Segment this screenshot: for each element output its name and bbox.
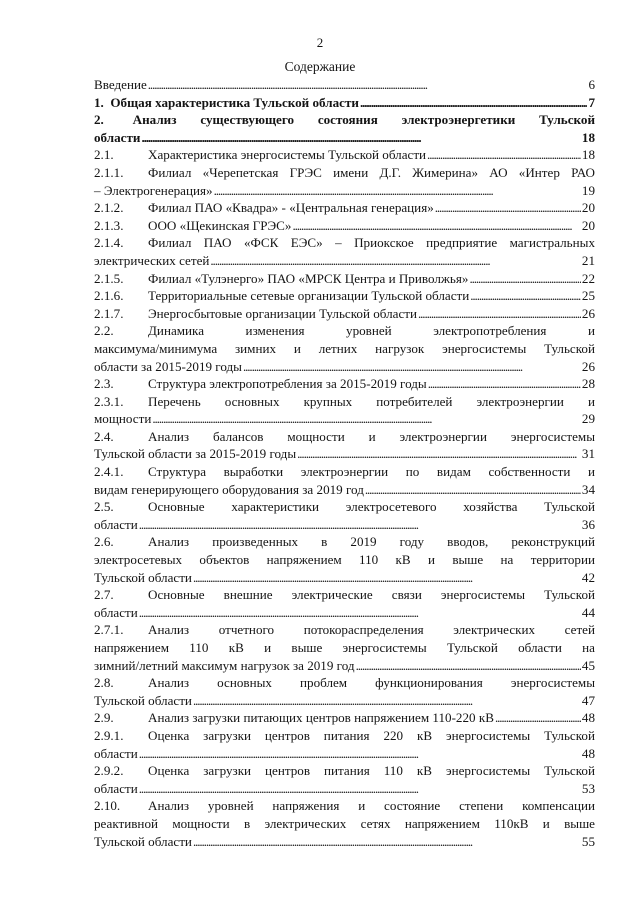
toc-entry-text: Анализ основных проблем функционирования энергосистемы [148, 675, 595, 691]
toc-entry-continuation: Тульской области за 2015-2019 годы [94, 446, 297, 462]
toc-entry-text: Перечень основных крупных потребителей электроэнергии и [148, 393, 595, 409]
toc-entry-last-line [94, 657, 595, 675]
toc-entry-2-1-7[interactable] [94, 305, 595, 323]
toc-entry-line [94, 674, 595, 692]
toc-entry-2-10[interactable] [94, 797, 595, 850]
toc-entry-page: 48 [581, 710, 595, 726]
toc-entry-continuation: области [94, 604, 138, 620]
toc-entry-title [94, 709, 494, 727]
toc-entry-last-line [94, 745, 595, 763]
toc-entry-text: Анализ отчетного потокораспределения электрических сетей [148, 622, 595, 638]
toc-entry-text: Анализ существующего состояния электроэнергетики Тульской [132, 112, 595, 128]
dot-leader [148, 76, 588, 94]
toc-entry-number: 2.10. [94, 798, 121, 814]
toc-entry-continuation: электрических сетей [94, 252, 210, 268]
toc-entry-line [94, 797, 595, 815]
dot-leader [139, 604, 581, 622]
toc-entry-last-line [94, 445, 595, 463]
toc-entry-page: 29 [581, 411, 595, 427]
toc-entry-2-8[interactable] [94, 674, 595, 709]
toc-entry-2-5[interactable] [94, 498, 595, 533]
toc-entry-line [94, 393, 595, 411]
dot-leader [139, 516, 581, 534]
toc-entry-text: ООО «Щекинская ГРЭС» [148, 217, 292, 233]
toc-entry-number: 2. [94, 112, 104, 128]
dot-leader [139, 780, 581, 798]
toc-entry-text: Анализ уровней напряжения и состояние степени компенсации [148, 798, 595, 814]
toc-entry-last-line [94, 129, 595, 147]
dot-leader [356, 657, 581, 675]
toc-entry-number: 2.1.1. [94, 164, 124, 180]
toc-entry-title [94, 270, 468, 288]
toc-entry-number: 2.7. [94, 587, 114, 603]
dot-leader [435, 199, 581, 217]
toc-entry-page: 36 [581, 516, 595, 532]
toc-entry-2-2[interactable] [94, 322, 595, 375]
dot-leader [418, 305, 581, 323]
toc-entry-continuation: Тульской области [94, 833, 192, 849]
toc-entry-2-9-1[interactable] [94, 727, 595, 762]
toc-entry-page: 34 [581, 481, 595, 497]
dot-leader [427, 146, 581, 164]
toc-entry-2-1-3[interactable] [94, 217, 595, 235]
toc-entry-2-9[interactable] [94, 709, 595, 727]
toc-entry-text: Анализ балансов мощности и электроэнергии энергосистемы [148, 428, 595, 444]
toc-entry-title [94, 94, 359, 112]
toc-entry-number: 2.7.1. [94, 622, 124, 638]
toc-entry-page: 26 [581, 305, 595, 321]
toc-entry-page: 6 [588, 77, 595, 92]
toc-entry-number: 2.9.1. [94, 727, 124, 743]
toc-entry-title [94, 199, 434, 217]
toc-entry-2-7[interactable] [94, 586, 595, 621]
toc-entry-page: 47 [581, 692, 595, 708]
toc-entry-number: 2.1. [94, 147, 114, 163]
toc-entry-last-line [94, 481, 595, 499]
dot-leader [141, 129, 580, 147]
toc-entry-continuation: области [94, 745, 138, 761]
toc-entry-2-9-2[interactable] [94, 762, 595, 797]
toc-entry-text: Общая характеристика Тульской области [110, 94, 359, 110]
toc-entry-page: 28 [581, 376, 595, 392]
toc-entry-number: 2.1.6. [94, 288, 124, 304]
dot-leader [297, 445, 581, 463]
toc-entry-page: 45 [581, 657, 595, 673]
toc-entry-text: Структура электропотребления за 2015-2019 годы [148, 376, 427, 392]
toc-entry-text: Оценка загрузки центров питания 110 кВ энергосистемы Тульской [148, 763, 595, 779]
toc-entry-title [94, 287, 469, 305]
toc-entry-line [94, 322, 595, 340]
toc-entry-number: 2.1.2. [94, 200, 124, 216]
toc-entry-2-1[interactable] [94, 146, 595, 164]
toc-entry-last-line [94, 780, 595, 798]
dot-leader [214, 182, 581, 200]
toc-entry-last-line [94, 358, 595, 376]
toc-entry-section-2[interactable] [94, 111, 595, 146]
toc-entry-number: 2.4. [94, 428, 114, 444]
toc-entry-line [94, 463, 595, 481]
toc-entry-number: 2.5. [94, 499, 114, 515]
toc-entry-title [94, 217, 291, 235]
toc-entry-2-1-2[interactable] [94, 199, 595, 217]
toc-entry-number: 2.8. [94, 675, 114, 691]
toc-entry-number: 2.2. [94, 323, 114, 339]
toc-entry-continuation: Тульской области [94, 569, 192, 585]
toc-entry-2-4-1[interactable] [94, 463, 595, 498]
toc-entry-page: 55 [581, 833, 595, 849]
toc-entry-line [94, 586, 595, 604]
toc-entry-title [94, 375, 427, 393]
dot-leader [470, 287, 581, 305]
toc-entry-2-3[interactable] [94, 375, 595, 393]
toc-entry-page: 42 [581, 569, 595, 585]
toc-entry-continuation: области [94, 129, 141, 145]
toc-entry-line [94, 498, 595, 516]
toc-entry-page: 53 [581, 780, 595, 796]
toc-entry-text: Характеристика энергосистемы Тульской области [148, 147, 427, 163]
toc-entry-continuation: области [94, 780, 138, 796]
toc-entry-2-4[interactable] [94, 428, 595, 463]
toc-entry-last-line [94, 604, 595, 622]
toc-entry-text: Анализ произведенных в 2019 году вводов, реконструкций [148, 534, 595, 550]
toc-entry-line-2: электросетевых объектов напряжением 110 кВ и выше на территории [94, 552, 595, 568]
toc-entry-title [94, 305, 417, 323]
toc-entry-page: 25 [581, 288, 595, 304]
dot-leader [193, 833, 581, 851]
toc-entry-page: 20 [581, 217, 595, 233]
toc-entry-page: 22 [581, 270, 595, 286]
dot-leader [428, 375, 581, 393]
toc-entry-number: 2.1.5. [94, 270, 124, 286]
toc-entry-2-6[interactable] [94, 533, 595, 586]
toc-entry-line [94, 428, 595, 446]
toc-entry-page: 48 [581, 745, 595, 761]
dot-leader [193, 569, 581, 587]
toc-entry-text: Филиал «Черепетская ГРЭС имени Д.Г. Жимерина» АО «Интер РАО [148, 164, 595, 180]
toc-entry-2-1-5[interactable] [94, 270, 595, 288]
toc-entry-continuation: Тульской области [94, 692, 192, 708]
toc-entry-last-line [94, 569, 595, 587]
toc-entry-last-line [94, 410, 595, 428]
toc-entry-continuation: зимний/летний максимум нагрузок за 2019 год [94, 657, 355, 673]
toc-entry-line-2: напряжением 110 кВ и выше энергосистемы Тульской области на [94, 640, 595, 655]
toc-entry-section-1[interactable] [94, 94, 595, 112]
toc-entry-continuation: – Электрогенерация» [94, 182, 213, 198]
toc-entry-2-3-1[interactable] [94, 393, 595, 428]
toc-entry-title: Введение [94, 77, 147, 92]
toc-entry-text: Филиал ПАО «ФСК ЕЭС» – Приокское предприятие магистральных [148, 235, 595, 251]
toc-entry-page: 7 [588, 94, 595, 110]
dot-leader [152, 410, 581, 428]
toc-entry-introduction[interactable] [94, 76, 595, 94]
toc-entry-number: 1. [94, 94, 104, 110]
dot-leader [469, 270, 580, 288]
toc-entry-2-1-4[interactable] [94, 234, 595, 269]
toc-entry-line [94, 111, 595, 129]
dot-leader [365, 481, 581, 499]
toc-entry-line [94, 727, 595, 745]
toc-entry-text: Энергосбытовые организации Тульской области [148, 305, 418, 321]
toc-entry-page: 44 [581, 604, 595, 620]
toc-entry-last-line [94, 692, 595, 710]
page-number: 2 [316, 35, 324, 50]
toc-entry-line [94, 533, 595, 551]
toc-entry-title [94, 146, 426, 164]
toc-entry-page: 20 [581, 200, 595, 216]
toc-entry-text: Оценка загрузки центров питания 220 кВ энергосистемы Тульской [148, 727, 595, 743]
toc-entry-line-2: максимума/минимума зимних и летних нагрузок энергосистемы Тульской [94, 340, 595, 356]
toc-entry-text: Основные внешние электрические связи энергосистемы Тульской [148, 587, 595, 603]
toc-entry-number: 2.9. [94, 710, 114, 726]
toc-entry-number: 2.4.1. [94, 464, 124, 480]
toc-entry-text: Территориальные сетевые организации Тульской области [148, 288, 470, 304]
dot-leader [243, 358, 581, 376]
toc-title: Содержание [284, 59, 356, 74]
toc-entry-last-line [94, 182, 595, 200]
toc-entry-2-1-6[interactable] [94, 287, 595, 305]
toc-entry-page: 19 [581, 182, 595, 198]
table-of-contents [94, 76, 595, 850]
toc-entry-continuation: мощности [94, 411, 152, 427]
toc-entry-text: Динамика изменения уровней электропотребления и [148, 323, 595, 339]
toc-entry-page: 26 [581, 358, 595, 374]
toc-entry-2-1-1[interactable] [94, 164, 595, 199]
toc-entry-page: 21 [581, 252, 595, 268]
toc-entry-last-line [94, 516, 595, 534]
dot-leader [495, 709, 581, 727]
toc-entry-number: 2.1.4. [94, 235, 124, 251]
toc-entry-continuation: области [94, 516, 138, 532]
toc-entry-text: Структура выработки электроэнергии по видам собственности и [148, 464, 595, 480]
toc-entry-number: 2.1.3. [94, 217, 124, 233]
toc-entry-number: 2.9.2. [94, 763, 124, 779]
toc-entry-text: Филиал «Тулэнерго» ПАО «МРСК Центра и Приволжья» [148, 270, 469, 286]
dot-leader [292, 217, 580, 235]
toc-entry-last-line [94, 252, 595, 270]
toc-entry-text: Филиал ПАО «Квадра» - «Центральная генерация» [148, 200, 434, 216]
toc-entry-line [94, 234, 595, 252]
toc-entry-text: Основные характеристики электросетевого хозяйства Тульской [148, 499, 595, 515]
toc-entry-line [94, 762, 595, 780]
toc-entry-2-7-1[interactable] [94, 621, 595, 674]
toc-entry-page: 31 [581, 446, 595, 462]
toc-entry-number: 2.3.1. [94, 393, 124, 409]
toc-entry-number: 2.3. [94, 376, 114, 392]
toc-entry-page: 18 [581, 147, 595, 163]
toc-entry-line-2: реактивной мощности в электрических сетях напряжением 110кВ и выше [94, 815, 595, 831]
toc-entry-number: 2.1.7. [94, 305, 124, 321]
dot-leader [360, 94, 588, 112]
dot-leader [139, 745, 581, 763]
toc-entry-line [94, 621, 595, 639]
dot-leader [210, 252, 581, 270]
dot-leader [193, 692, 581, 710]
toc-entry-continuation: области за 2015-2019 годы [94, 358, 242, 374]
toc-entry-text: Анализ загрузки питающих центров напряжением 110-220 кВ [148, 710, 494, 726]
toc-entry-line [94, 164, 595, 182]
toc-entry-page: 18 [581, 129, 595, 145]
toc-entry-last-line [94, 833, 595, 851]
toc-entry-continuation: видам генерирующего оборудования за 2019 год [94, 481, 364, 497]
toc-entry-number: 2.6. [94, 534, 114, 550]
